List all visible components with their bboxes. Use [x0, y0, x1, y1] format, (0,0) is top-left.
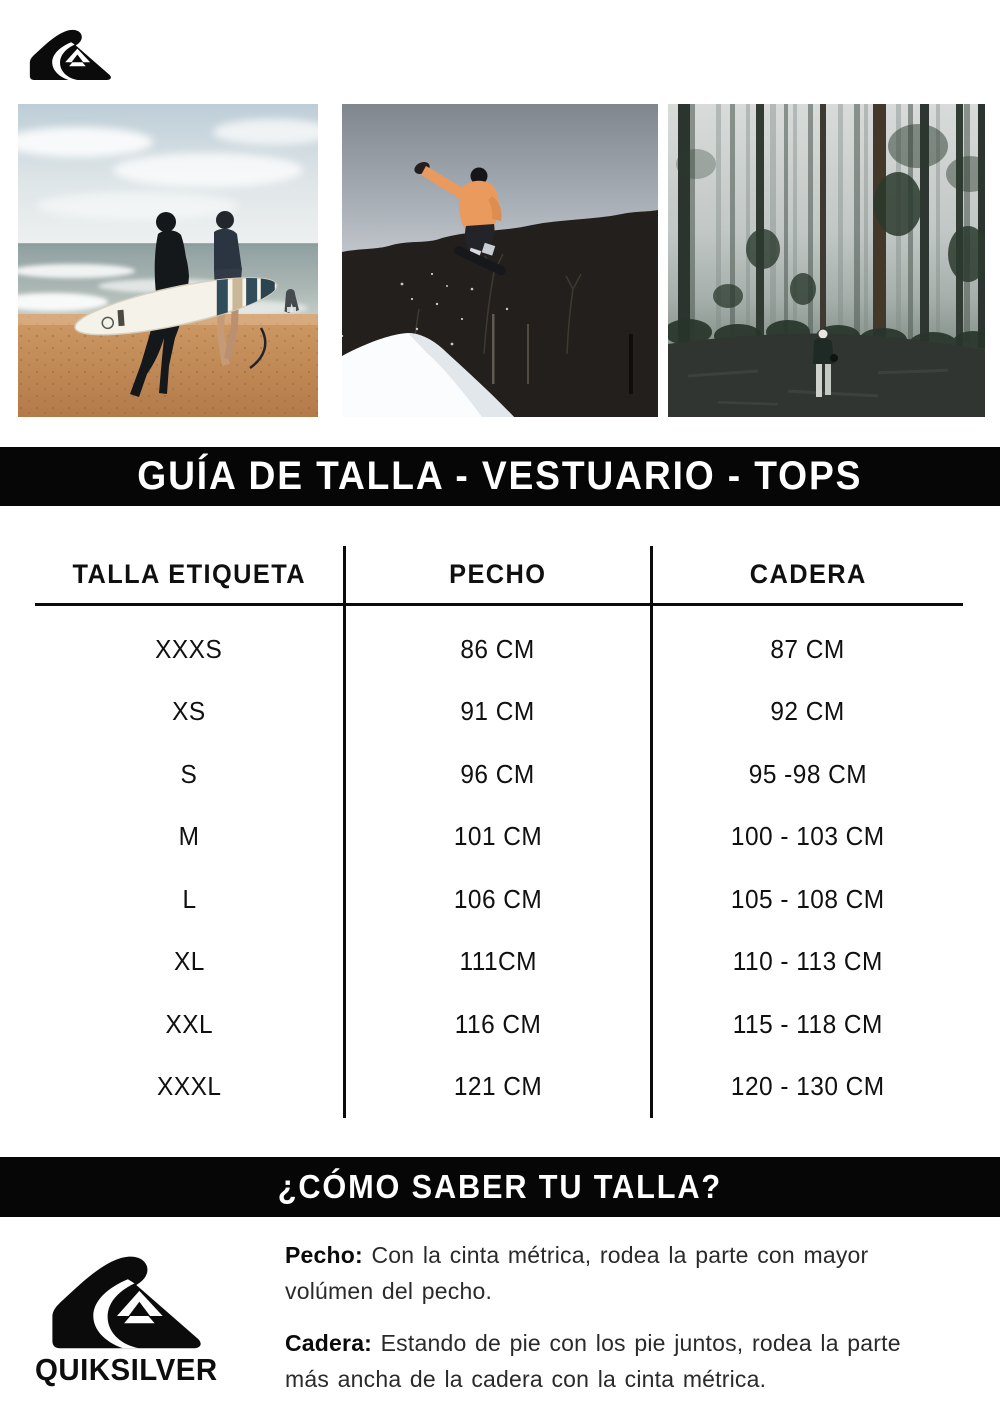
table-cell-size: L	[181, 883, 197, 914]
photo-foggy-forest	[668, 104, 985, 417]
table-spacer	[343, 606, 653, 618]
table-cell-cadera: 95 -98 CM	[748, 758, 868, 789]
table-cell-cadera: 120 - 130 CM	[731, 1071, 885, 1102]
instruction-label: Pecho:	[285, 1242, 363, 1268]
table-cell-size: XL	[173, 946, 205, 977]
table-cell-size: M	[178, 821, 200, 852]
table-cell-cadera: 100 - 103 CM	[731, 821, 885, 852]
quiksilver-logo-icon	[35, 1247, 224, 1351]
size-guide-title: GUÍA DE TALLA - VESTUARIO - TOPS	[137, 454, 863, 498]
quiksilver-wordmark: QUIKSILVER	[35, 1352, 218, 1387]
table-spacer	[35, 606, 343, 618]
instruction-cadera	[285, 1325, 940, 1397]
banner-how-to	[0, 1157, 1000, 1217]
how-to-title: ¿CÓMO SABER TU TALLA?	[277, 1168, 723, 1205]
table-cell-pecho: 101 CM	[343, 806, 653, 869]
beach-scene-illustration	[18, 104, 318, 417]
forest-scene-illustration	[668, 104, 985, 417]
snowboard-scene-illustration	[342, 104, 658, 417]
table-cell-size: XXXS	[155, 633, 223, 664]
table-cell-pecho: 111CM	[343, 931, 653, 994]
table-cell-cadera: 87 CM	[770, 633, 846, 664]
quiksilver-logo-icon	[23, 24, 121, 82]
measurement-instructions	[285, 1237, 940, 1397]
table-cell-pecho: 96 CM	[343, 743, 653, 806]
table-cell-size: XS	[172, 696, 206, 727]
table-cell-pecho: 106 CM	[343, 868, 653, 931]
photo-beach-surfers	[18, 104, 318, 417]
instruction-text: Con la cinta métrica, rodea la parte con mayor volúmen del pecho.	[285, 1242, 869, 1304]
instruction-label: Cadera:	[285, 1330, 373, 1356]
table-cell-size: XXXL	[156, 1071, 222, 1102]
table-cell-pecho: 86 CM	[343, 618, 653, 681]
table-cell-pecho: 91 CM	[343, 681, 653, 744]
table-cell-cadera: 110 - 113 CM	[732, 946, 884, 977]
instruction-text: Estando de pie con los pie juntos, rodea la parte más ancha de la cadera con la cinta métrica.	[285, 1330, 901, 1392]
table-cell-cadera: 115 - 118 CM	[732, 1008, 884, 1039]
column-header-talla: TALLA ETIQUETA	[35, 546, 343, 606]
size-table	[35, 546, 963, 1118]
column-header-cadera: CADERA	[653, 546, 963, 606]
table-cell-size: XXL	[165, 1008, 213, 1039]
table-cell-pecho: 116 CM	[343, 993, 653, 1056]
table-cell-cadera: 92 CM	[770, 696, 846, 727]
column-header-pecho: PECHO	[343, 546, 653, 606]
instruction-pecho	[285, 1237, 940, 1309]
table-cell-pecho: 121 CM	[343, 1056, 653, 1119]
table-cell-size: S	[180, 758, 198, 789]
table-cell-cadera: 105 - 108 CM	[731, 883, 885, 914]
photo-snowboarder-jump	[342, 104, 658, 417]
banner-size-guide	[0, 447, 1000, 506]
table-spacer	[653, 606, 963, 618]
